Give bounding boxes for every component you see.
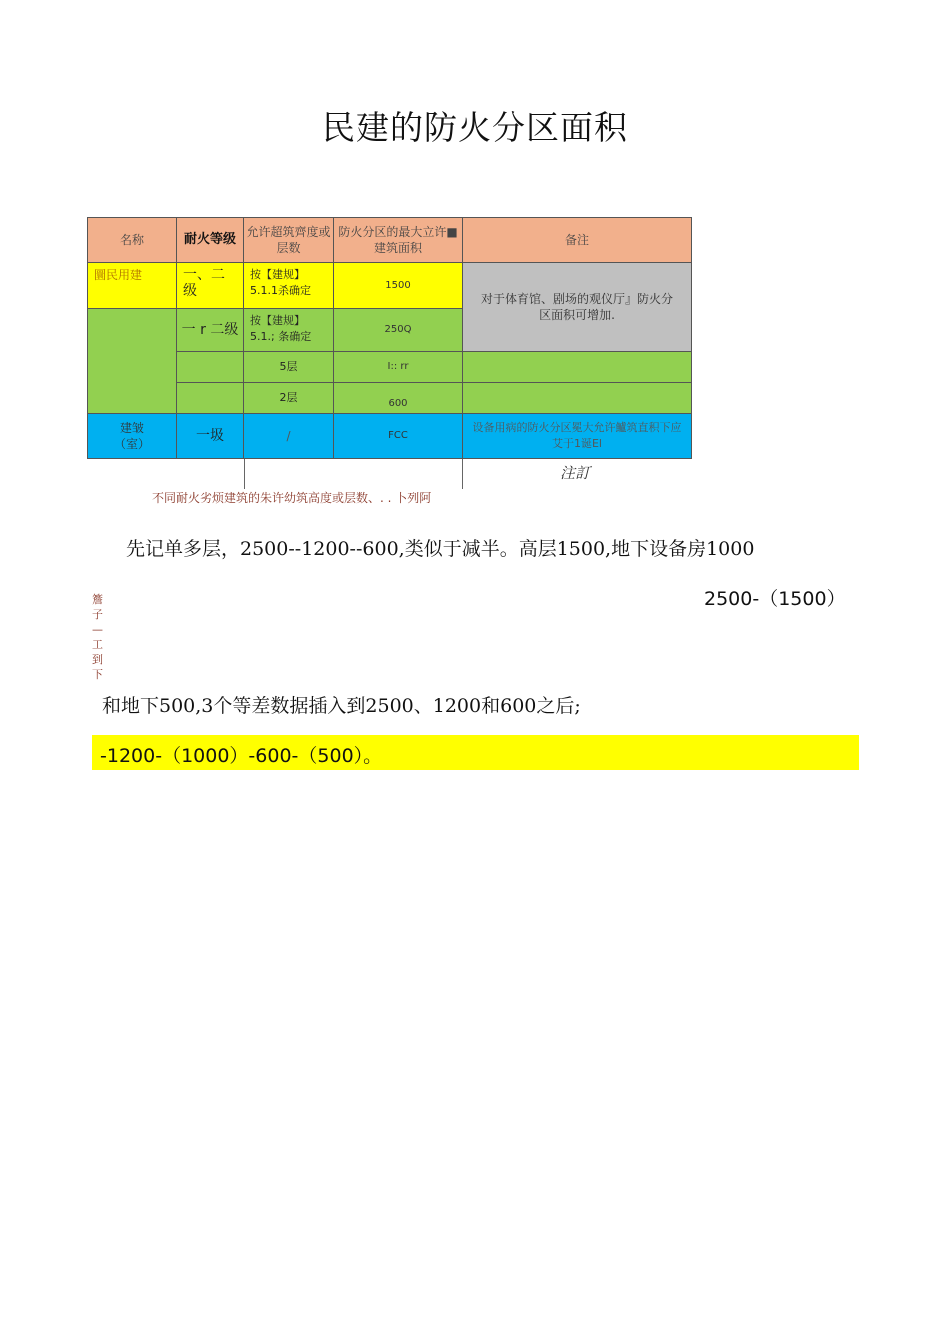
row2-area: 250Q	[333, 308, 463, 352]
header-area: 防火分区的最大立许■建筑面积	[333, 217, 463, 263]
row2-grade: 一 r 二级	[176, 308, 244, 352]
row5-area: FCC	[333, 413, 463, 459]
paragraph-2: 2500-（1500）	[704, 588, 846, 610]
row5-note: 设备用病的防火分区冕大允许鱸筑直积下应艾于1诞El	[462, 413, 692, 459]
row3-note	[462, 351, 692, 383]
row2-allow: 按【建规】5.1.; 条确定	[243, 308, 334, 352]
paragraph-1: 先记单多层，2500--1200--600,类似于减半。高层1500,地下设备房1000	[126, 538, 755, 560]
note-label: 注訂	[560, 464, 591, 482]
header-name: 名称	[87, 217, 177, 263]
paragraph-3: 和地下500,3个等差数据插入到2500、1200和600之后;	[102, 695, 581, 717]
paragraph-4: -1200-（1000）-600-（500）。	[100, 745, 383, 767]
row5-name: 建皱（室）	[87, 413, 177, 459]
row3-allow: 5层	[243, 351, 334, 383]
row1-area: 1500	[333, 262, 463, 309]
header-grade: 耐火等级	[176, 217, 244, 263]
green-name-cell	[87, 308, 177, 414]
guide-line-right	[462, 459, 463, 489]
row4-allow: 2层	[243, 382, 334, 414]
row3-area: I:: rr	[333, 351, 463, 383]
side-annotation: 簷子—工到下	[92, 593, 103, 681]
row5-allow: /	[243, 413, 334, 459]
guide-line-left	[244, 459, 245, 489]
row1-grade: 一、二级	[176, 262, 244, 309]
header-allow: 允许超筑齊度或层数	[243, 217, 334, 263]
row1-note: 对于体育馆、剧场的观仪厅』防火分区面积可增加.	[462, 262, 692, 352]
bottom-annotation: 不同耐火劣烦建筑的朱许幼筑高度或层数、. . 卜列阿	[152, 491, 432, 505]
row5-grade: 一圾	[176, 413, 244, 459]
row4-note	[462, 382, 692, 414]
row4-area: 600	[333, 382, 463, 414]
row4-grade	[176, 382, 244, 414]
row1-allow: 按【建规】5.1.1杀确定	[243, 262, 334, 309]
page-title: 民建的防火分区面积	[322, 108, 628, 147]
header-note: 备注	[462, 217, 692, 263]
row1-name: 圜民用建	[87, 262, 177, 309]
row3-grade	[176, 351, 244, 383]
